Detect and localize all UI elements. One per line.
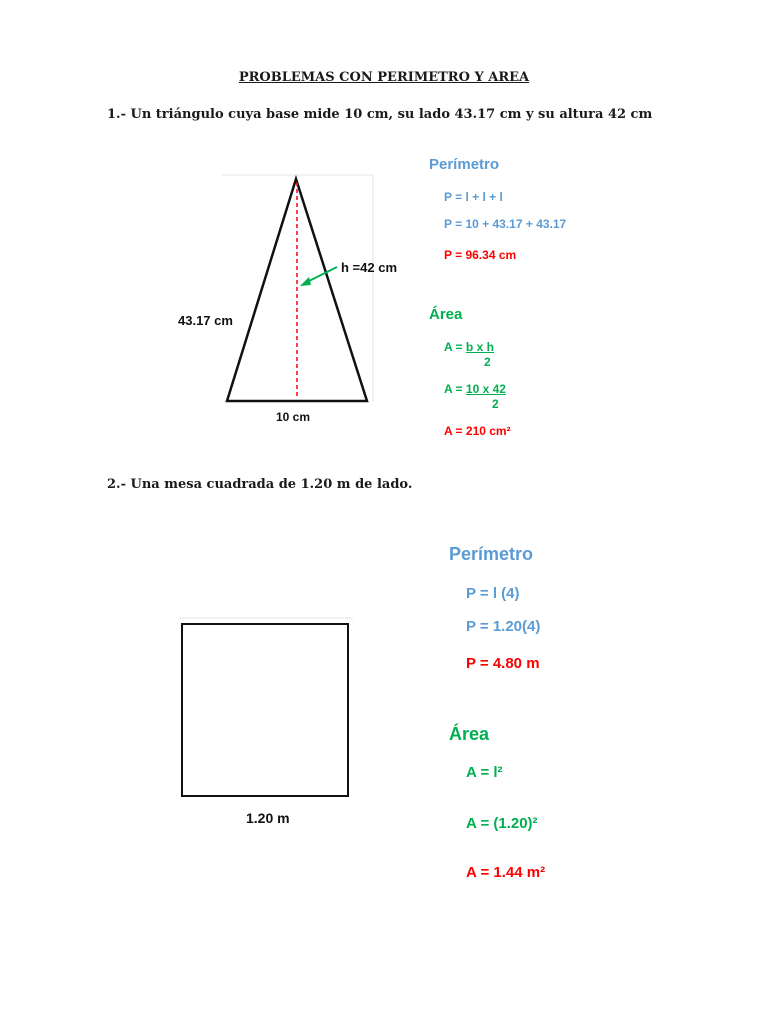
square-shape bbox=[182, 624, 348, 796]
p1-area-result: A = 210 cm² bbox=[444, 424, 511, 438]
problem-2-statement: 2.- Una mesa cuadrada de 1.20 m de lado. bbox=[107, 477, 413, 492]
p1-area-line1 bbox=[444, 340, 494, 354]
p1-area-numerator2: 10 x 42 bbox=[465, 382, 506, 396]
page-title: PROBLEMAS CON PERIMETRO Y AREA bbox=[238, 70, 530, 85]
p2-perimetro-result: P = 4.80 m bbox=[466, 655, 540, 672]
p1-perimetro-result: P = 96.34 cm bbox=[444, 248, 517, 262]
triangle-height-label: h =42 cm bbox=[341, 260, 398, 275]
p1-perimetro-line1: P = l + l + l bbox=[444, 190, 503, 204]
p2-area-result: A = 1.44 m² bbox=[466, 864, 546, 881]
triangle-side-label: 43.17 cm bbox=[178, 313, 233, 328]
p2-area-heading: Área bbox=[449, 724, 490, 744]
square-side-label: 1.20 m bbox=[246, 810, 290, 826]
p1-perimetro-heading: Perímetro bbox=[429, 156, 500, 173]
p1-area-prefix1: A = bbox=[444, 340, 466, 354]
p1-area-heading: Área bbox=[429, 306, 463, 323]
p1-area-denominator2: 2 bbox=[492, 397, 499, 411]
triangle-base-label: 10 cm bbox=[276, 410, 311, 424]
p2-area-line1: A = l² bbox=[466, 764, 503, 781]
p1-area-numerator1: b x h bbox=[465, 340, 494, 354]
p2-perimetro-line2: P = 1.20(4) bbox=[466, 618, 541, 635]
p1-area-prefix2: A = bbox=[444, 382, 466, 396]
p2-perimetro-heading: Perímetro bbox=[449, 544, 534, 564]
height-arrow-head bbox=[300, 277, 311, 286]
p1-area-line2 bbox=[444, 382, 506, 396]
p1-perimetro-line2: P = 10 + 43.17 + 43.17 bbox=[444, 217, 567, 231]
problem-1-statement: 1.- Un triángulo cuya base mide 10 cm, su lado 43.17 cm y su altura 42 cm bbox=[107, 107, 653, 122]
p2-area-line2: A = (1.20)² bbox=[466, 815, 538, 832]
p2-perimetro-line1: P = l (4) bbox=[466, 585, 520, 602]
p1-area-denominator1: 2 bbox=[484, 355, 491, 369]
